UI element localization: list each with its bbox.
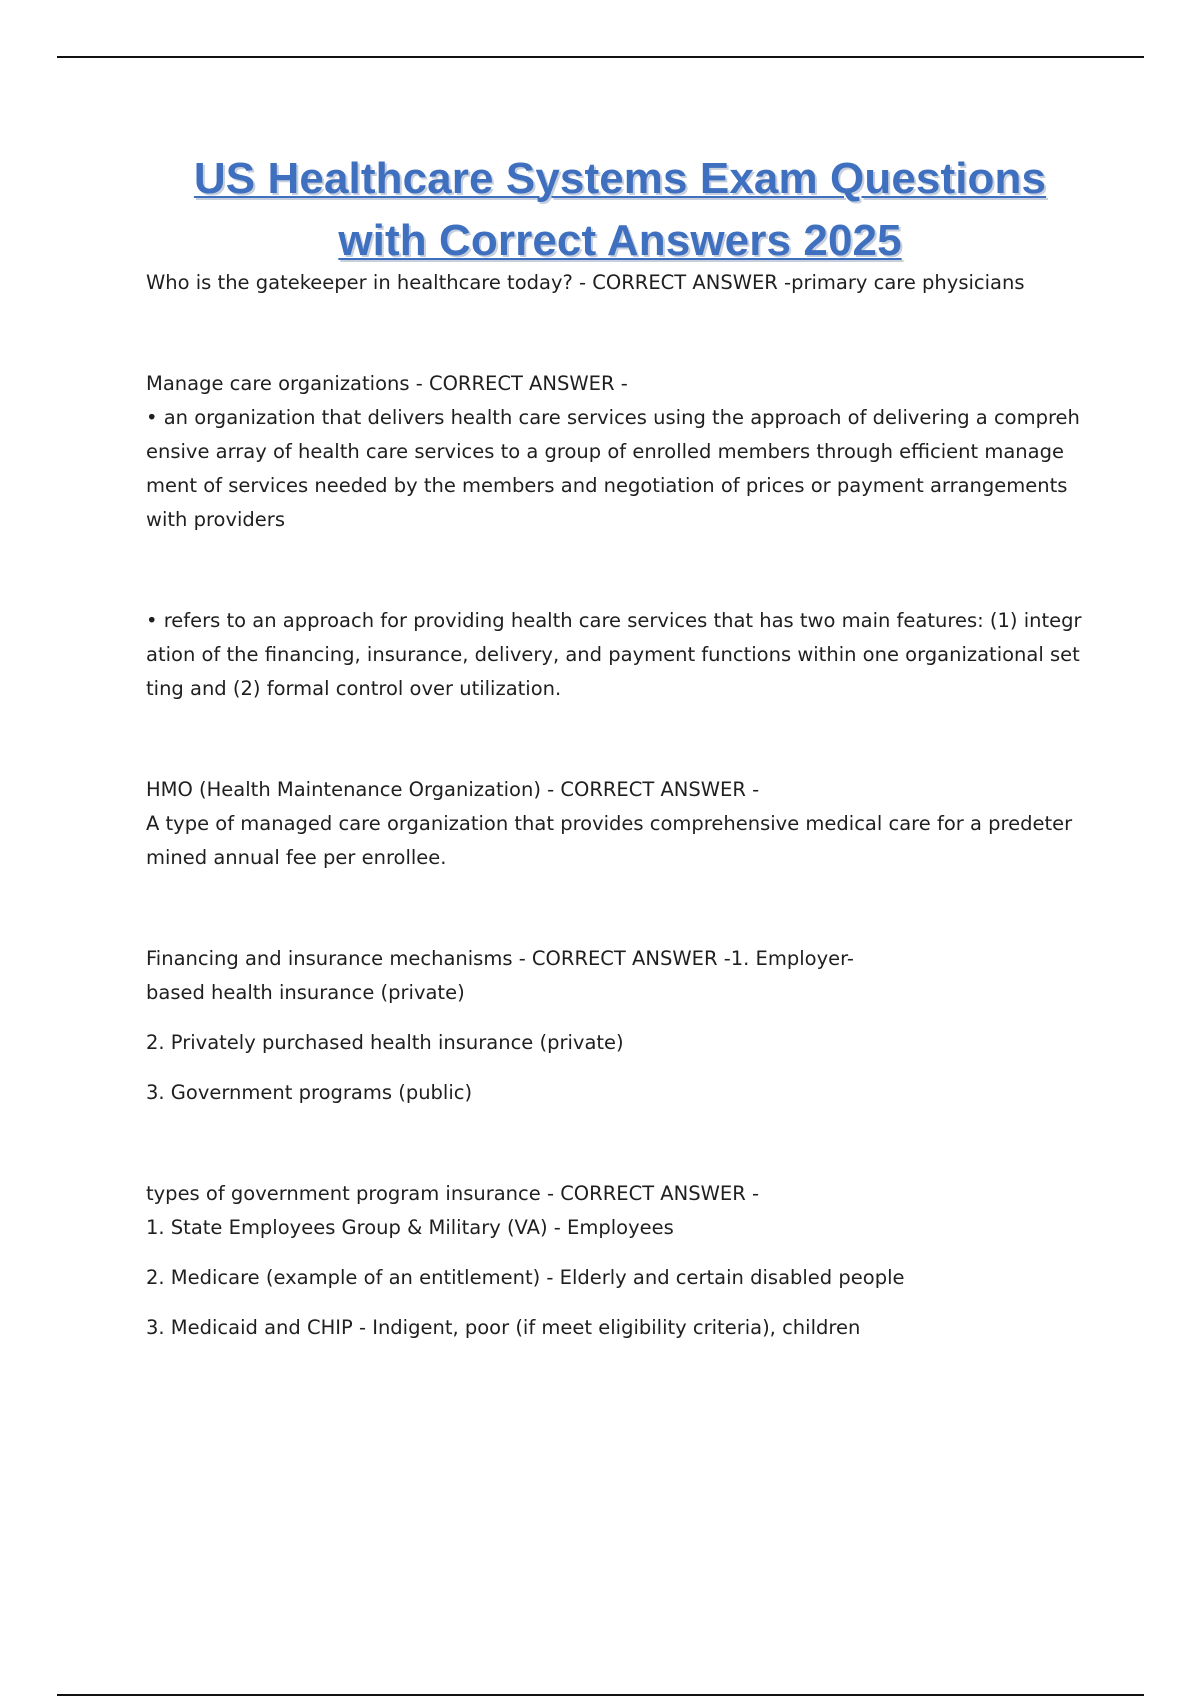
qa-answer-bullet-line: ation of the financing, insurance, delivery, and payment functions within one organizational set — [146, 643, 1080, 666]
qa-question: types of government program insurance - CORRECT ANSWER - — [146, 1182, 759, 1205]
qa-answer-bullet-line: with providers — [146, 508, 285, 531]
document-title — [140, 148, 1100, 272]
qa-answer-list-item: 2. Medicare (example of an entitlement) - Elderly and certain disabled people — [146, 1266, 905, 1289]
qa-answer-list-item: 3. Government programs (public) — [146, 1081, 473, 1104]
qa-answer-bullet-line: ensive array of health care services to a group of enrolled members through efficient manage — [146, 440, 1064, 463]
qa-item-managed-care — [146, 367, 1091, 706]
qa-item-financing — [146, 942, 1091, 1110]
qa-item-gatekeeper — [146, 266, 1091, 300]
qa-answer-bullet-line: • an organization that delivers health care services using the approach of delivering a compreh — [146, 406, 1080, 429]
qa-answer-bullet-line: • refers to an approach for providing health care services that has two main features: (1) integr — [146, 609, 1082, 632]
top-divider — [57, 56, 1144, 58]
qa-question: Manage care organizations - CORRECT ANSWER - — [146, 372, 628, 395]
qa-content — [146, 266, 1091, 1345]
qa-answer-list-item: 3. Medicaid and CHIP - Indigent, poor (if meet eligibility criteria), children — [146, 1316, 861, 1339]
qa-question: HMO (Health Maintenance Organization) - CORRECT ANSWER - — [146, 778, 760, 801]
qa-answer-line: A type of managed care organization that provides comprehensive medical care for a predeter — [146, 812, 1073, 835]
qa-answer-list-item: 1. State Employees Group & Military (VA) - Employees — [146, 1216, 674, 1239]
qa-item-government-insurance — [146, 1177, 1091, 1345]
title-line-1: US Healthcare Systems Exam Questions — [193, 154, 1047, 203]
qa-answer-line: based health insurance (private) — [146, 981, 465, 1004]
qa-question-answer: Who is the gatekeeper in healthcare today? - CORRECT ANSWER -primary care physicians — [146, 271, 1025, 294]
bottom-divider — [57, 1694, 1144, 1696]
qa-answer-bullet-line: ment of services needed by the members and negotiation of prices or payment arrangements — [146, 474, 1068, 497]
qa-answer-line: mined annual fee per enrollee. — [146, 846, 447, 869]
qa-answer-list-item: 2. Privately purchased health insurance (private) — [146, 1031, 624, 1054]
qa-answer-bullet-line: ting and (2) formal control over utilization. — [146, 677, 562, 700]
title-line-2: with Correct Answers 2025 — [338, 216, 902, 265]
qa-item-hmo — [146, 773, 1091, 875]
qa-question: Financing and insurance mechanisms - CORRECT ANSWER -1. Employer- — [146, 947, 854, 970]
